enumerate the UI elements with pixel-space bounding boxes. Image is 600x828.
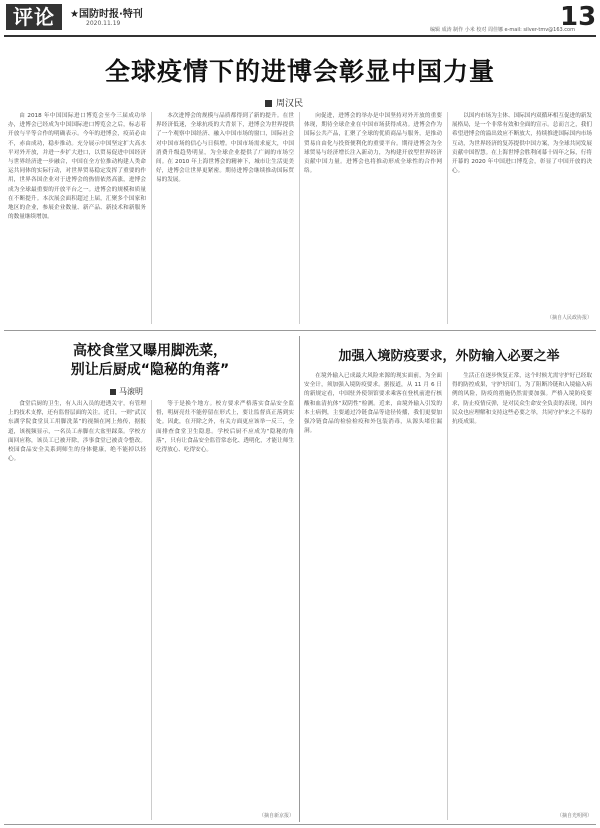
section-tag: 评论	[6, 4, 62, 30]
left-article-column-2	[156, 400, 294, 810]
left-article-title-line-1: 高校食堂又曝用脚洗菜，	[73, 343, 227, 359]
section-divider	[4, 330, 596, 331]
right-article-column-2	[452, 372, 592, 810]
paper-date: 2020.11.19	[86, 20, 121, 27]
column-divider	[151, 400, 152, 820]
right-article-text: 在境外输入已成最大风险来源的现实面前，为全面安全计，须加强入境防疫要求。据报道，从 11 月 6 日的新规定看，中国驻外使领馆要求乘客在登机前进行核酸和血清抗体“双阴性”检测。近来，由境外输入引发的本土病例，主要通过冷链食品等途径传播，我们更要加强冷链食品的检验检疫和外包装消毒，从源头堵住漏洞。	[304, 373, 442, 435]
main-article-title: 全球疫情下的进博会彰显中国力量	[104, 57, 495, 86]
left-article-title-line-2: 别让后厨成“隐秘的角落”	[70, 362, 230, 378]
header-info: 编辑 成涛 制作 小米 校对 周佳娜 e-mail: silver-tmv@163.com	[430, 27, 575, 33]
page-number: 13	[560, 2, 597, 32]
left-article-column-1	[8, 400, 146, 820]
masthead	[0, 0, 600, 36]
left-article-text: 等于是换个地方。校方要求严格落实食品安全监督，明厨亮灶不能停留在形式上，要让监督真正落到实处。因此，在开除之外，有关方面更应该举一反三，全面排查食堂卫生隐患。学校后厨不应成为“隐秘的角落”，只有让食品安全监管常态化、透明化，才能让师生吃得放心、吃得安心。	[156, 401, 294, 454]
main-article-author: 周汉民	[276, 99, 304, 109]
left-article-title	[8, 342, 292, 380]
column-divider	[447, 372, 448, 820]
left-article-source: （摘自新京报）	[258, 813, 294, 819]
main-article-column-4	[452, 112, 592, 316]
column-divider	[299, 112, 300, 324]
left-article-author: 马滚明	[119, 387, 143, 396]
main-article-column-1	[8, 112, 146, 324]
right-article-title: 加强入境防疫要求，外防输入必要之举	[338, 349, 560, 364]
main-article-text: 本次进博会的规模与品质都得到了新的提升。在世界经济低迷，全球抗疫的大背景下，进博会为世界提供了一个观察中国经济、融入中国市场的窗口，国际社会对中国市场的信心与日俱增。中国市场需求庞大，中国消费升级趋势明显，为全球企业提供了广阔的市场空间。在 2010 年上海世博会的精神下，城市让生活更美好，进博会让世界更紧密。期待进博会继续推动国际贸易的发展。	[156, 113, 294, 184]
header-rule	[4, 35, 596, 37]
main-article-source: （摘自人民政协报）	[546, 315, 592, 321]
main-article-column-3	[304, 112, 442, 324]
left-article-byline	[110, 386, 143, 397]
article-divider	[299, 336, 300, 822]
left-article-text: 食堂后厨的卫生，有人出入员的进透关守，有管理上的技术支撑，还有监督层面的关注。近日，一则“武汉东湖学院食堂员工用脚洗菜”的视频在网上热传，据报道，该视频显示，一名员工赤脚在大盆里踩菜。学校方面回应称，该员工已被开除，涉事食堂已被责令整改。校园食品安全关系到师生的身体健康，绝不能掉以轻心。	[8, 401, 146, 463]
paper-name: ★国防时报·特刊	[70, 9, 143, 20]
main-article-column-2	[156, 112, 294, 324]
right-article-text: 生活正在逐步恢复正常，这个时候尤需守护好已经取得的防控成果，守护好国门，为了阻断冷链和入境输入病例的风险，防疫的措施仍然需要加强。严格入境防疫要求，防止疫情反弹，是对民众生命安全负责的表现，国内民众也应理解和支持这些必要之举，共同守护来之不易的抗疫成果。	[452, 373, 592, 426]
right-article-column-1	[304, 372, 442, 820]
main-article-text: 以国内市场为主体、国际国内双循环相互促进的新发展格局，是一个非常有效和全面的宣示。总而言之，我们希望进博会的溢出效应不断放大，持续推进国际国内市场互动，为世界经济的复苏提供中国方案，为全球共同发展贡献中国智慧。在上海世博会胜利闭幕十周年之际，行将开幕的 2020 年中国进口博览会，彰显了中国开放的决心。	[452, 113, 592, 175]
byline-square-icon	[110, 389, 116, 395]
main-article-byline	[265, 96, 303, 109]
main-article-text: 向促进，进博会的举办是中国坚持对外开放的重要体现，期待全球企业在中国市场获得成功。进博会作为国际公共产品，汇聚了全球的优质商品与服务，是推动贸易自由化与投资便利化的重要平台。期待进博会为全球贸易与经济增长注入新动力，为构建开放型世界经济贡献中国力量。进博会也将推动形成全球性的合作网络。	[304, 113, 442, 175]
bottom-rule	[4, 824, 596, 825]
right-article-source: （摘自光明网）	[556, 813, 592, 819]
column-divider	[447, 112, 448, 324]
main-article-text: 由 2018 年中国国际进口博览会至今三届成功举办，进博会已经成为中国国际进口博览会之后，标志着开放与平等合作的明确表示。今年的进博会，疫苗必由不，赤由成功，稳步推动。充分展示中国坚定扩大高水平对外开放，并进一步扩大进口，以贸易促进中国经济与世界经济进一步融合，中国在全方位推动构建人类命运共同体的实际行动，对世界贸易稳定发挥了重要的作用，世界各国企业对于进博会的热情依然高涨，进博会成为全球最重要的开放平台之一。进博会的规模和质量在不断提升。本次展会面积超过上届，汇聚多个国家和地区的企业，参展企业数量、新产品、新技术和新服务的数量继续增加。	[8, 113, 146, 221]
column-divider	[151, 112, 152, 324]
byline-square-icon	[265, 100, 272, 107]
